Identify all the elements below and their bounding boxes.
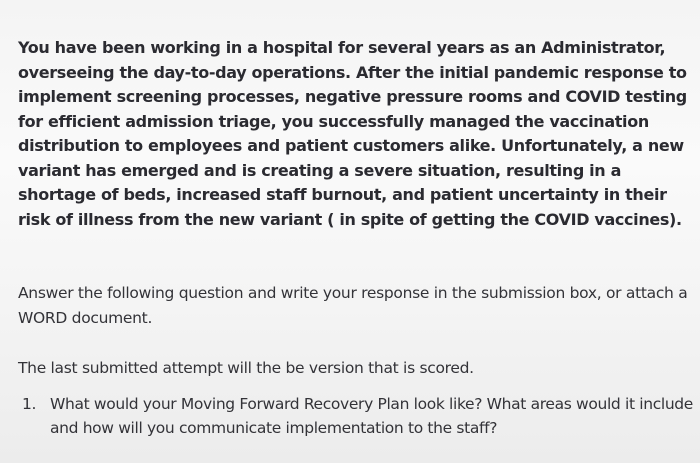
scenario-paragraph: You have been working in a hospital for several years as an Administrator, overseeing the day-to-day operations. After the initial pandemic response to implement screening processes, negative pressure rooms and COVID testing for efficient admission triage, you successfully managed the vaccination distribution to employees and patient customers alike. Unfortunately, a new variant has emerged and is creating a severe situation, resulting in a shortage of beds, increased staff burnout, and patient uncertainty in their risk of illness from the new variant ( in spite of getting the COVID vaccines). xyxy=(18,38,687,229)
question-item xyxy=(22,392,698,440)
submission-instructions: Answer the following question and write your response in the submission box, or attach a WORD document. xyxy=(18,284,688,327)
question-list xyxy=(22,392,698,440)
question-text: What would your Moving Forward Recovery Plan look like? What areas would it include and how will you communicate implementation to the staff? xyxy=(50,395,693,437)
scoring-note: The last submitted attempt will the be version that is scored. xyxy=(18,359,474,377)
question-number: 1. xyxy=(22,395,37,413)
